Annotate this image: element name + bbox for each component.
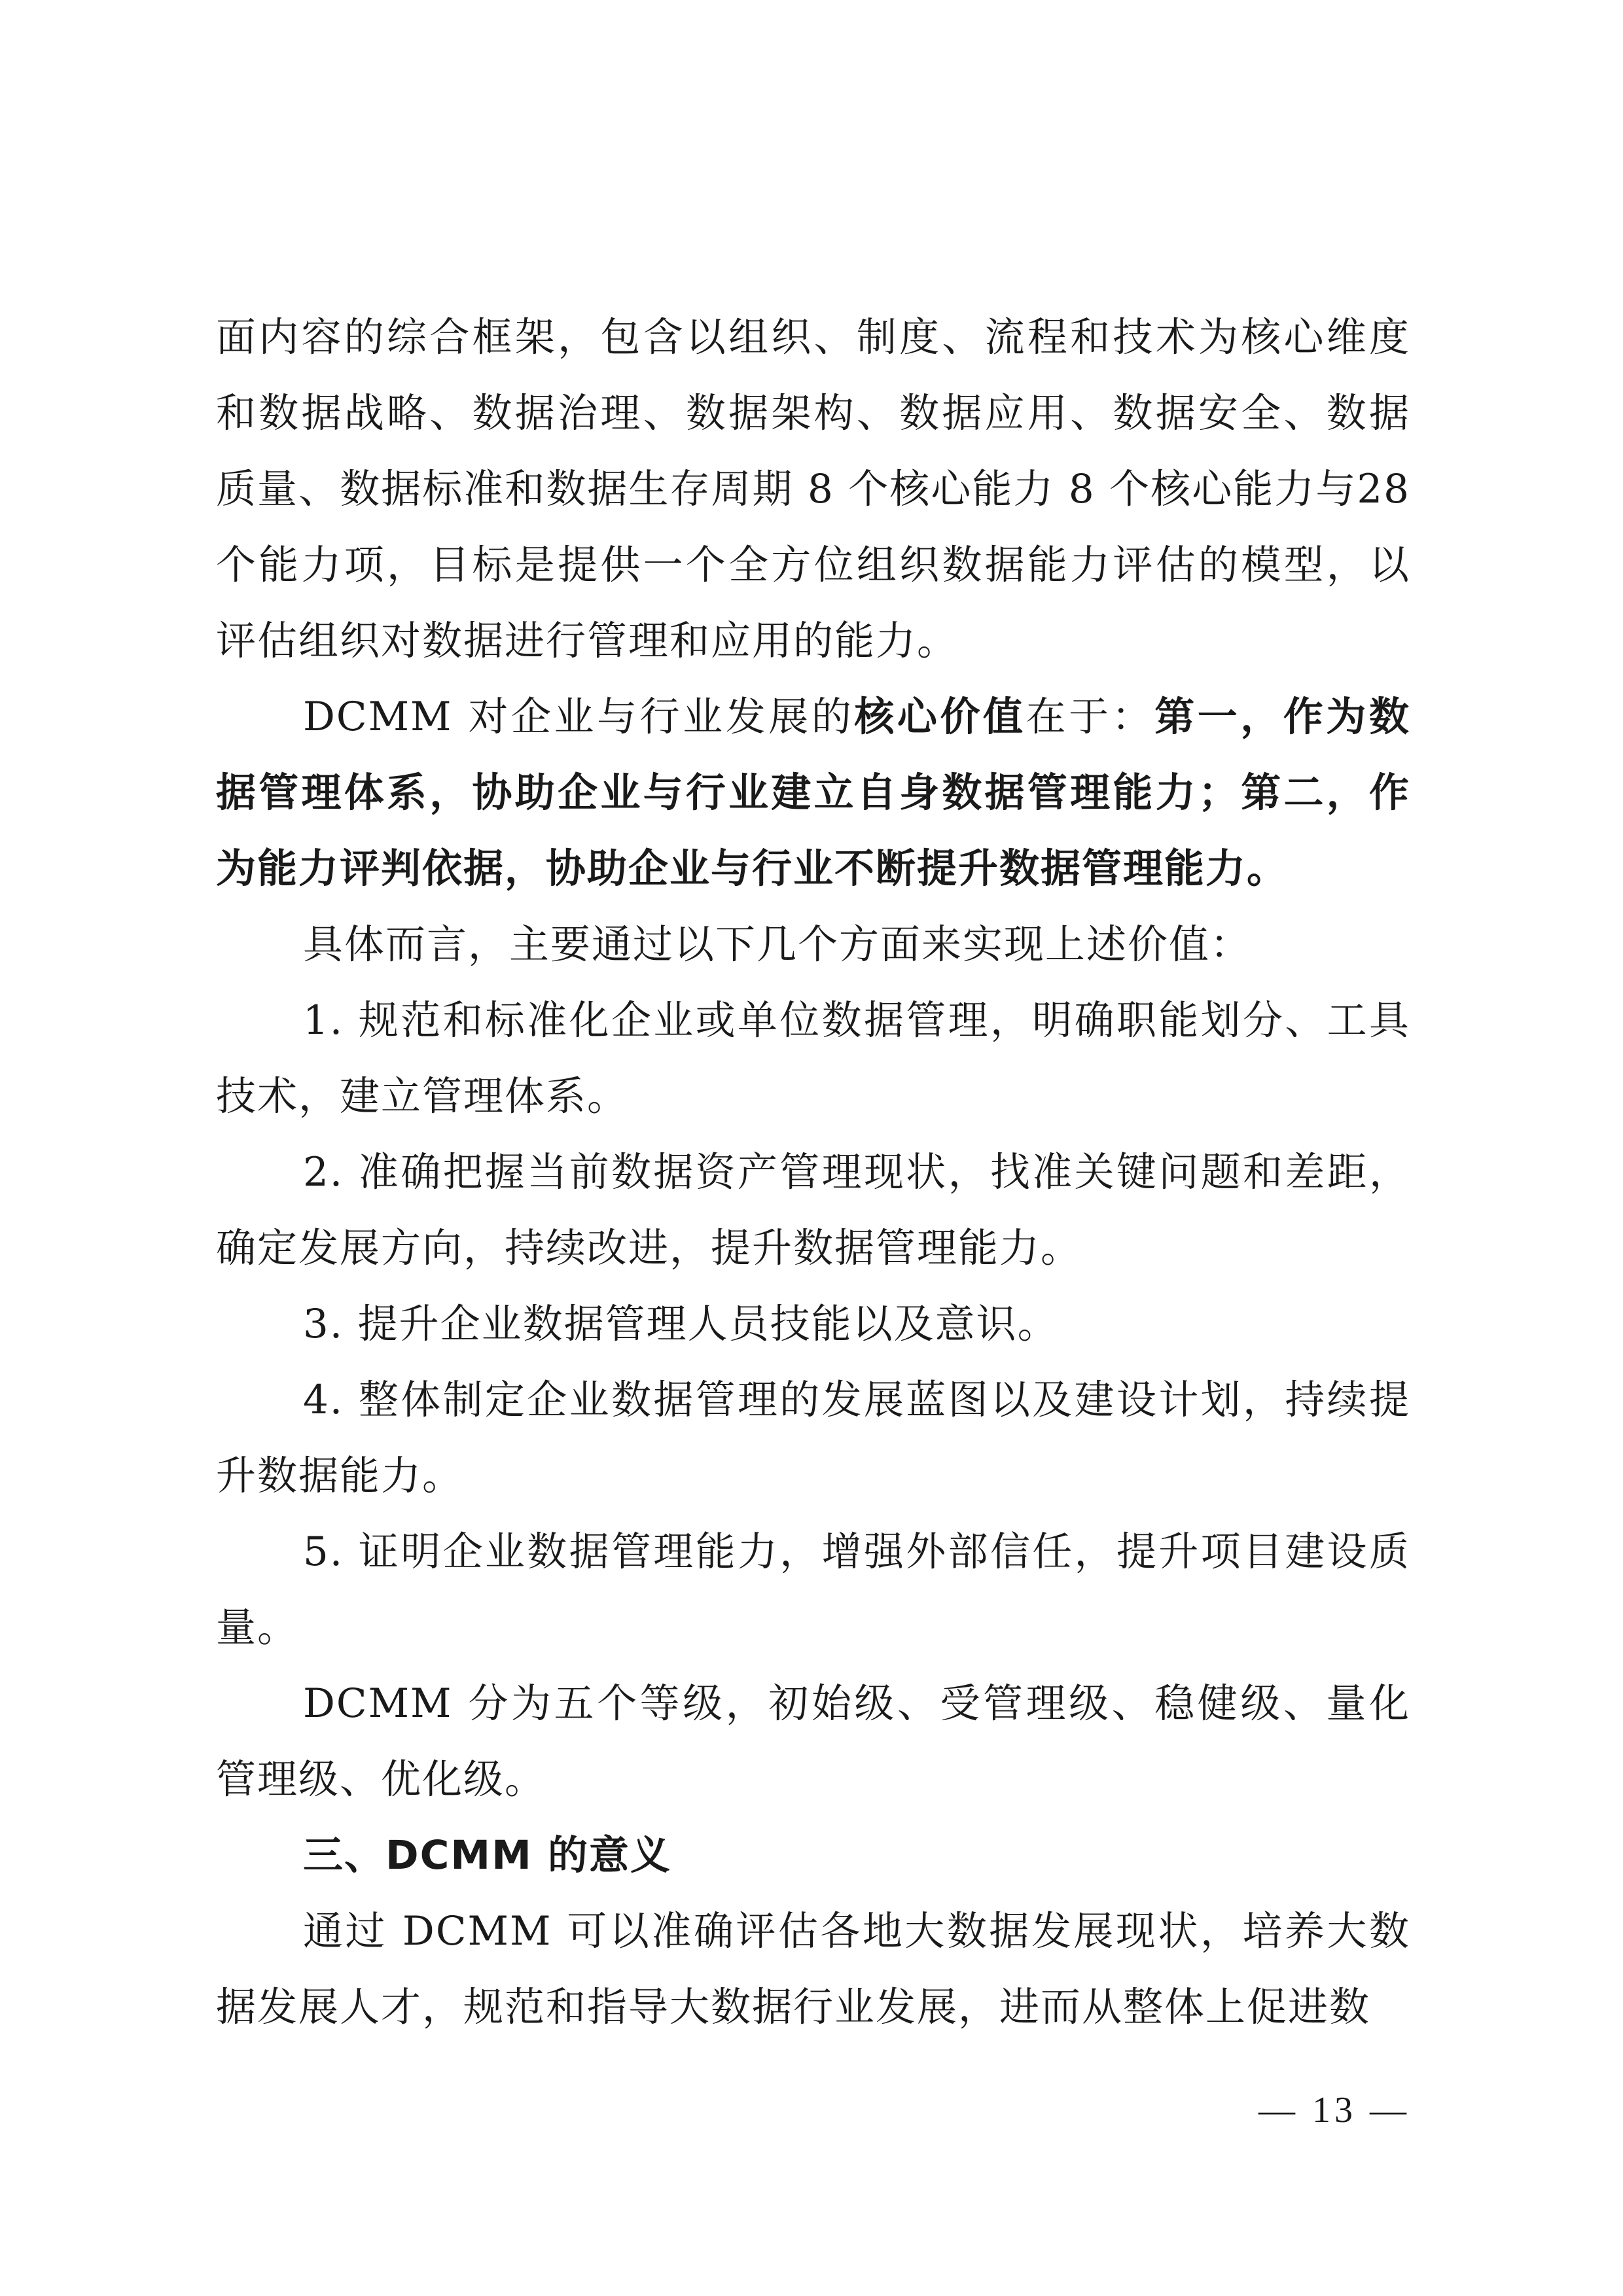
core-value-points: 第一，作为数据管理体系，协助企业与行业建立自身数据管理能力；第二，作为能力评判依据，协助企业与行业不断提升数据管理能力。 [216,694,1410,892]
core-value-lead: DCMM 对企业与行业发展的 [303,694,855,740]
list-item-1: 1. 规范和标准化企业或单位数据管理，明确职能划分、工具技术，建立管理体系。 [216,997,1410,1120]
body-text [216,300,1410,2045]
section-heading: 三、DCMM 的意义 [303,1832,672,1879]
paragraph-levels: DCMM 分为五个等级，初始级、受管理级、稳健级、量化管理级、优化级。 [216,1680,1410,1803]
paragraph-specifics-intro: 具体而言，主要通过以下几个方面来实现上述价值： [303,921,1252,968]
list-item-3: 3. 提升企业数据管理人员技能以及意识。 [303,1301,1059,1347]
paragraph-core-value [216,679,1410,907]
list-item-5: 5. 证明企业数据管理能力，增强外部信任，提升项目建设质量。 [216,1528,1410,1651]
page-number: — 13 — [1258,2090,1410,2130]
paragraph-framework: 面内容的综合框架，包含以组织、制度、流程和技术为核心维度和数据战略、数据治理、数据架构、数据应用、数据安全、数据质量、数据标准和数据生存周期 8 个核心能力 8 个核心能力与28个能力项，目标是提供一个全方位组织数据能力评估的模型，以评估组织对数据进行管理和应用的能力。 [216,314,1410,664]
core-value-connector: 在于： [1026,694,1155,740]
paragraph-significance: 通过 DCMM 可以准确评估各地大数据发展现状，培养大数据发展人才，规范和指导大数据行业发展，进而从整体上促进数 [216,1908,1410,2030]
core-value-emphasis: 核心价值 [854,694,1026,740]
list-item-2: 2. 准确把握当前数据资产管理现状，找准关键问题和差距，确定发展方向，持续改进，提升数据管理能力。 [216,1149,1410,1271]
list-item-4: 4. 整体制定企业数据管理的发展蓝图以及建设计划，持续提升数据能力。 [216,1377,1410,1499]
